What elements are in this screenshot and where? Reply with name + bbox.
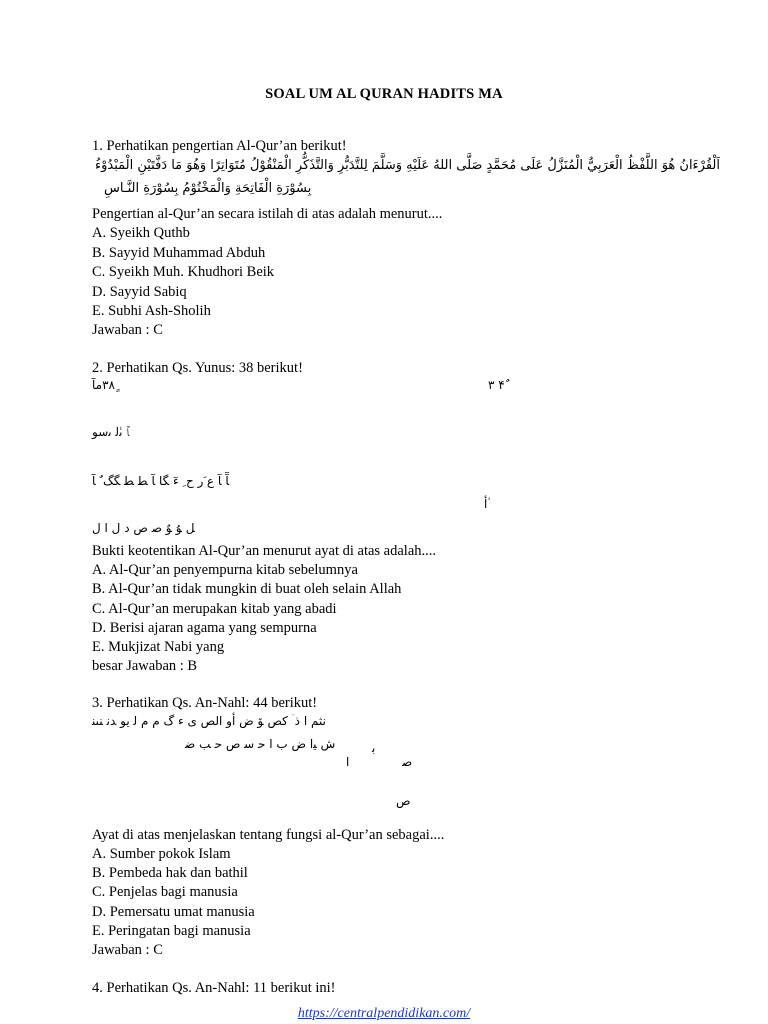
q2-arabic-fragment: ﻞ ﯘ ﻮٌ ﺻ ﺹ ﺩ ﻝ ﺍ ﻝ — [92, 521, 195, 535]
q2-arabic-fragment: ﺂٓ ﺂ ﻉ َر ح ِ ﺀٓ ﮕﺎ ﺂ ﻄ ﻄ ﮕﮓ ٌ ﺂ — [92, 474, 229, 488]
q3-arabic-fragment: ﺵ ﻴﺍ ﺽ ﺏ ﺍ ﺣ ﺳ ﺹ ﺣ ﺐ ﺿ — [185, 737, 336, 751]
q2-option-e: E. Mukjizat Nabi yang — [92, 639, 225, 655]
q2-arabic-fragment: ٌ۴ ۳ — [488, 378, 505, 392]
q1-prompt: 1. Perhatikan pengertian Al-Qur’an berikut! — [92, 138, 347, 154]
q3-arabic-fragment: ﺻ — [402, 755, 413, 769]
q2-option-a: A. Al-Qur’an penyempurna kitab sebelumnya — [92, 562, 358, 578]
q1-arabic-line1: اَلْقُرْءَانُ هُوَ اللَّفْظُ الْعَرَبِيُّ الْمُنَزَّلُ عَلَى مُحَمَّدٍ صَلَّى اللهُ عَلَيْهِ وَسَلَّمَ لِلتَّدَبُّرِ وَالتَّذَكُّرِ الْمَنْقُوْلُ مُتَوَاتِرًا وَهُوَ مَا دَفَّتَيْنِ الْمَبْدُوْءُ — [94, 158, 720, 173]
q3-arabic-fragment: ﻧﺜﻢ ﺍ ﺫ ۤ ﻛﺺ ﯚ ﺽ ﺃﻭ ﺍﻟﺺ ﻯ ﺀ ﮒ ﻡ ﻡ ﻟ ﻳﻮ ﺪﻧ ﻨﯩﻨ — [92, 714, 326, 728]
q3-option-e: E. Peringatan bagi manusia — [92, 923, 251, 939]
q1-question: Pengertian al-Qur’an secara istilah di atas adalah menurut.... — [92, 206, 443, 222]
q2-arabic-fragment: ﭑ ﯨٰﻟ ﯨﺳﻮ — [92, 425, 130, 439]
q3-prompt: 3. Perhatikan Qs. An-Nahl: 44 berikut! — [92, 695, 318, 711]
q1-option-b: B. Sayyid Muhammad Abduh — [92, 245, 266, 261]
q1-option-a: A. Syeikh Quthb — [92, 225, 190, 241]
q3-option-d: D. Pemersatu umat manusia — [92, 904, 255, 920]
q1-option-e: E. Subhi Ash-Sholih — [92, 303, 211, 319]
footer-link[interactable]: https://centralpendidikan.com/ — [297, 1006, 471, 1021]
q1-answer: Jawaban : C — [92, 322, 163, 338]
q3-option-b: B. Pembeda hak dan bathil — [92, 865, 248, 881]
q3-arabic-fragment: ﺑ — [372, 741, 376, 755]
q2-answer: besar Jawaban : B — [92, 658, 198, 674]
q3-question: Ayat di atas menjelaskan tentang fungsi al-Qur’an sebagai.... — [92, 827, 445, 843]
q1-option-c: C. Syeikh Muh. Khudhori Beik — [92, 264, 275, 280]
q2-arabic-fragment: ؙﺃ — [484, 497, 488, 511]
q1-arabic-line2: بِسُوْرَةِ الْفَاتِحَةِ وَالْمَخْتُوْمُ بِسُوْرَةِ النَّـاسِ — [104, 181, 312, 196]
q2-option-c: C. Al-Qur’an merupakan kitab yang abadi — [92, 601, 337, 617]
q2-option-d: D. Berisi ajaran agama yang sempurna — [92, 620, 317, 636]
q3-option-c: C. Penjelas bagi manusia — [92, 884, 238, 900]
q1-option-d: D. Sayyid Sabiq — [92, 284, 187, 300]
page-title: SOAL UM AL QURAN HADITS MA — [265, 86, 503, 102]
q2-question: Bukti keotentikan Al-Qur’an menurut ayat di atas adalah.... — [92, 543, 437, 559]
q3-option-a: A. Sumber pokok Islam — [92, 846, 231, 862]
q3-arabic-fragment: ﺹ — [396, 794, 411, 808]
q2-option-b: B. Al-Qur’an tidak mungkin di buat oleh selain Allah — [92, 581, 402, 597]
q2-prompt: 2. Perhatikan Qs. Yunus: 38 berikut! — [92, 360, 303, 376]
q4-prompt: 4. Perhatikan Qs. An-Nahl: 11 berikut ini! — [92, 980, 336, 996]
q2-arabic-fragment: ٍ۳۸ﻣﺎٓ — [92, 378, 115, 392]
q3-answer: Jawaban : C — [92, 942, 163, 958]
q3-arabic-fragment: ﺍ — [346, 755, 350, 769]
